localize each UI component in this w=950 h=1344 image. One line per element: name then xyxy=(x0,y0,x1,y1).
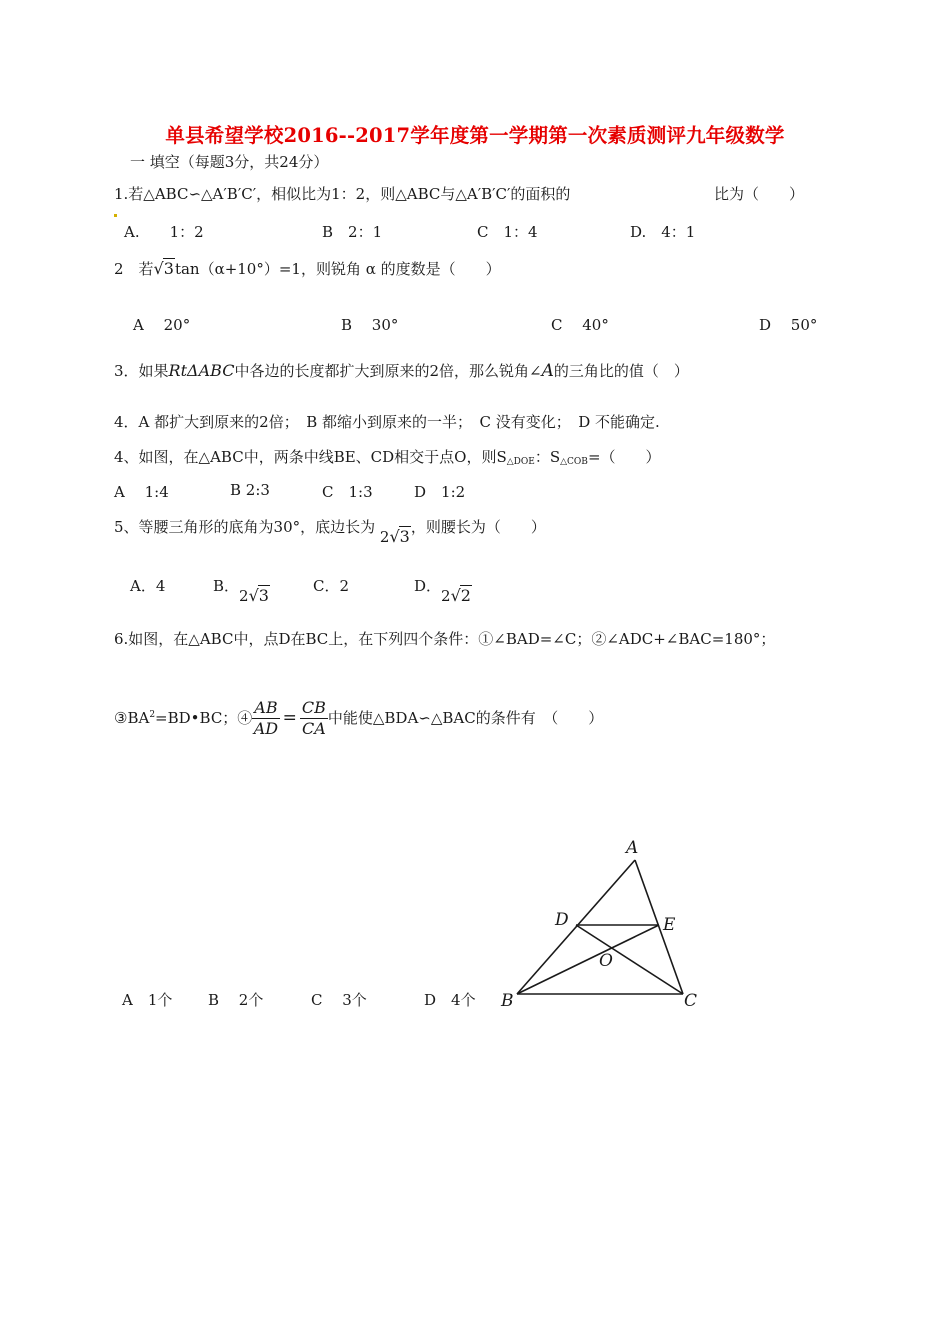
marker-dot xyxy=(114,214,117,217)
q5-text: 5、等腰三角形的底角为30°，底边长为 xyxy=(114,518,376,536)
q5-radical: 2√3 xyxy=(379,527,410,546)
label-c: C xyxy=(684,991,698,1011)
page-title: 单县希望学校2016--2017学年度第一学期第一次素质测评九年级数学 xyxy=(165,124,785,147)
question-1-text: 1.若△ABC∽△A′B′C′，相似比为1：2，则△ABC与△A′B′C′的面积的 xyxy=(114,185,571,203)
question-1-tail: 比为（ ） xyxy=(714,185,805,203)
label-b: B xyxy=(501,991,514,1011)
q5-tail: ，则腰长为（ ） xyxy=(410,518,546,536)
q1-option-b: B 2：1 xyxy=(322,223,383,241)
q1-option-d: D. 4：1 xyxy=(630,223,696,241)
q1-option-c: C 1：4 xyxy=(477,223,538,241)
median-cd xyxy=(576,925,683,994)
q4-option-a: A 1:4 xyxy=(114,483,169,501)
q4-sub-doe: △DOE xyxy=(506,457,535,467)
label-e: E xyxy=(663,915,676,935)
q1-option-a: A. 1：2 xyxy=(124,223,204,241)
q5-option-a: A．4 xyxy=(130,577,166,595)
q4-text: 4、如图，在△ABC中，两条中线BE、CD相交于点O，则S xyxy=(114,448,507,466)
section-heading: 一 填空（每题3分，共24分） xyxy=(130,153,329,171)
q6-option-b: B 2个 xyxy=(208,991,264,1009)
q3-options: 4．A 都扩大到原来的2倍； B 都缩小到原来的一半； C 没有变化； D 不能确定. xyxy=(114,413,660,431)
question-3 xyxy=(114,360,689,381)
question-2 xyxy=(114,258,501,279)
question-4 xyxy=(114,446,661,467)
q4-option-b: B 2:3 xyxy=(230,481,270,499)
median-be xyxy=(517,925,659,994)
label-a: A xyxy=(626,838,639,858)
q6-option-d: D 4个 xyxy=(424,991,476,1009)
q6-option-c: C 3个 xyxy=(311,991,367,1009)
side-ac xyxy=(635,860,683,994)
q2-option-c: C 40° xyxy=(551,316,609,334)
q2-rest: tan（α+10°）=1，则锐角 α 的度数是（ ） xyxy=(174,260,501,278)
question-5 xyxy=(114,516,546,546)
q4-option-c: C 1:3 xyxy=(322,483,373,501)
q3-angle: A xyxy=(541,361,554,381)
q4-mid: ：S xyxy=(534,448,561,466)
q2-option-d: D 50° xyxy=(759,316,818,334)
triangle-figure xyxy=(495,832,710,1012)
q5-option-b: B．2√3 xyxy=(213,577,269,605)
q3-triangle: RtΔABC xyxy=(168,361,235,380)
sqrt-symbol: √3 xyxy=(153,259,174,278)
q3-post: 的三角比的值（ ） xyxy=(553,362,689,380)
q3-mid: 中各边的长度都扩大到原来的2倍，那么锐角∠ xyxy=(234,362,542,380)
q5-option-d: D．2√2 xyxy=(414,577,471,605)
q4-tail: =（ ） xyxy=(587,448,661,466)
q3-pre: 3．如果 xyxy=(114,362,169,380)
q6-option-a: A 1个 xyxy=(122,991,173,1009)
question-6-line1: 6.如图，在△ABC中，点D在BC上，在下列四个条件：①∠BAD=∠C；②∠ADC+∠BAC=180°； xyxy=(114,630,776,648)
q4-option-d: D 1:2 xyxy=(414,483,466,501)
fraction-cb-ca: $\frac{CB}{CA}$ xyxy=(301,698,326,738)
q2-number: 2 若 xyxy=(114,260,154,278)
question-6-line2: $③BA^2=BD•BC$；④ $\frac{AB}{AD}$ = $\frac{CB}{CA}$ 中能使△BDA∽△BAC的条件有 （ ） xyxy=(114,698,604,738)
label-o: O xyxy=(599,951,613,971)
label-d: D xyxy=(555,910,569,930)
q2-option-b: B 30° xyxy=(341,316,399,334)
q2-option-a: A 20° xyxy=(133,316,191,334)
q5-option-c: C．2 xyxy=(313,577,350,595)
fraction-ab-ad: $\frac{AB}{AD}$ xyxy=(253,698,279,738)
side-ab xyxy=(517,860,635,994)
q4-sub-cob: △COB xyxy=(560,457,588,467)
